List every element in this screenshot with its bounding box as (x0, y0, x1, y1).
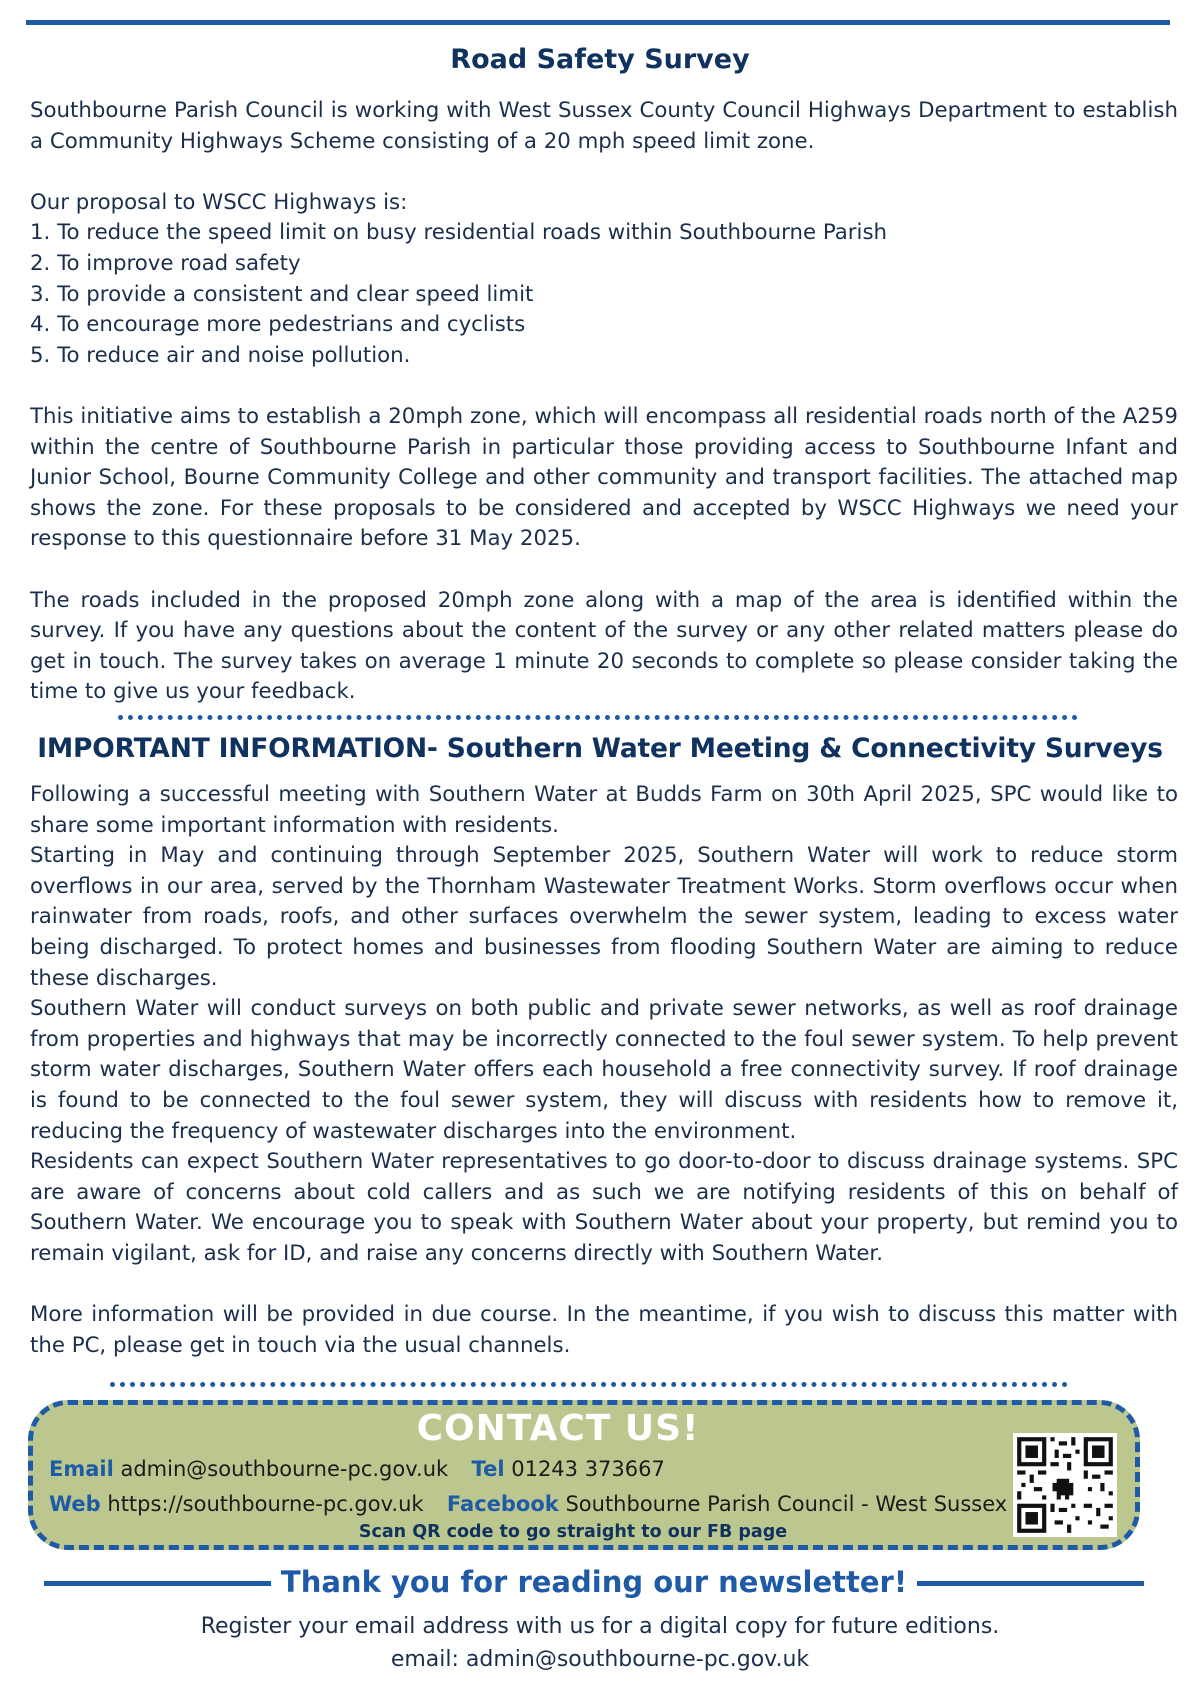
web-link[interactable]: https://southbourne-pc.gov.uk (107, 1492, 424, 1516)
proposal-item: 4. To encourage more pedestrians and cyclists (30, 312, 526, 338)
email-link[interactable]: admin@southbourne-pc.gov.uk (120, 1457, 449, 1481)
contact-panel (28, 1400, 1140, 1550)
thank-you-text: Thank you for reading our newsletter! (271, 1565, 917, 1599)
southern-water-closing: More information will be provided in due course. In the meantime, if you wish to discuss this matter with the PC, please get in touch via the usual channels. (30, 1302, 1178, 1358)
top-divider (26, 20, 1170, 25)
register-text: Register your email address with us for a digital copy for future editions. (200, 1614, 1000, 1639)
contact-line-email-tel (49, 1457, 665, 1481)
contact-line-web-facebook (49, 1492, 1007, 1516)
proposal-item: 1. To reduce the speed limit on busy residential roads within Southbourne Parish (30, 220, 888, 246)
email-label: Email (49, 1457, 114, 1481)
initiative-paragraph: This initiative aims to establish a 20mph zone, which will encompass all residential roads north of the A259 within the centre of Southbourne Parish in particular those providing access to Southbourne Infant and Junior School, Bourne Community College and other community and transport facilities. The attached map shows the zone. For these proposals to be considered and accepted by WSCC Highways we need your response to this questionnaire before 31 May 2025. (30, 403, 1178, 552)
web-label: Web (49, 1492, 101, 1516)
qr-code-icon[interactable] (1013, 1433, 1117, 1537)
thank-you-banner (44, 1565, 1144, 1601)
southern-water-paragraph: Following a successful meeting with Southern Water at Budds Farm on 30th April 2025, SPC would like to share some important information with residents. (30, 782, 1178, 838)
proposal-item: 3. To provide a consistent and clear speed limit (30, 281, 534, 307)
proposal-heading: Our proposal to WSCC Highways is: (30, 189, 408, 215)
southern-water-paragraph: Starting in May and continuing through September 2025, Southern Water will work to reduce storm overflows in our area, served by the Thornham Wastewater Treatment Works. Storm overflows occur when rainwater from roads, roofs, and other surfaces overwhelm the sewer system, leading to excess water being discharged. To protect homes and businesses from flooding Southern Water are aiming to reduce these discharges. (30, 843, 1178, 991)
southern-water-body (30, 780, 1178, 1361)
dotted-divider (110, 1382, 1068, 1387)
road-safety-body (30, 96, 1178, 708)
footer-email[interactable]: email: admin@southbourne-pc.gov.uk (390, 1647, 810, 1672)
southern-water-paragraph: Residents can expect Southern Water representatives to go door-to-door to discuss drainage systems. SPC are aware of concerns about cold callers and as such we are notifying residents of this on behalf of Southern Water. We encourage you to speak with Southern Water about your property, but remind you to remain vigilant, ask for ID, and raise any concerns directly with Southern Water. (30, 1149, 1178, 1266)
contact-title: CONTACT US! (416, 1408, 700, 1449)
survey-info-paragraph: The roads included in the proposed 20mph zone along with a map of the area is identified within the survey. If you have any questions about the content of the survey or any other related matters please do get in touch. The survey takes on average 1 minute 20 seconds to complete so please consider taking the time to give us your feedback. (30, 587, 1178, 705)
southern-water-paragraph: Southern Water will conduct surveys on both public and private sewer networks, as well as roof drainage from properties and highways that may be incorrectly connected to the foul sewer system. To help prevent storm water discharges, Southern Water offers each household a free connectivity survey. If roof drainage is found to be connected to the foul sewer system, they will discuss with residents how to remove it, reducing the frequency of wastewater discharges into the environment. (30, 996, 1178, 1144)
dotted-divider (118, 715, 1078, 720)
road-safety-intro: Southbourne Parish Council is working with West Sussex County Council Highways Department to establish a Community Highways Scheme consisting of a 20 mph speed limit zone. (30, 98, 1178, 154)
tel-label: Tel (471, 1457, 505, 1481)
facebook-label: Facebook (446, 1492, 559, 1516)
proposal-item: 2. To improve road safety (30, 250, 301, 276)
tel-link[interactable]: 01243 373667 (511, 1457, 665, 1481)
proposal-item: 5. To reduce air and noise pollution. (30, 342, 411, 368)
facebook-link[interactable]: Southbourne Parish Council - West Sussex (565, 1492, 1008, 1516)
southern-water-heading: IMPORTANT INFORMATION- Southern Water Meeting & Connectivity Surveys (37, 733, 1163, 764)
road-safety-title: Road Safety Survey (450, 44, 750, 75)
qr-scan-note: Scan QR code to go straight to our FB page (358, 1522, 788, 1542)
